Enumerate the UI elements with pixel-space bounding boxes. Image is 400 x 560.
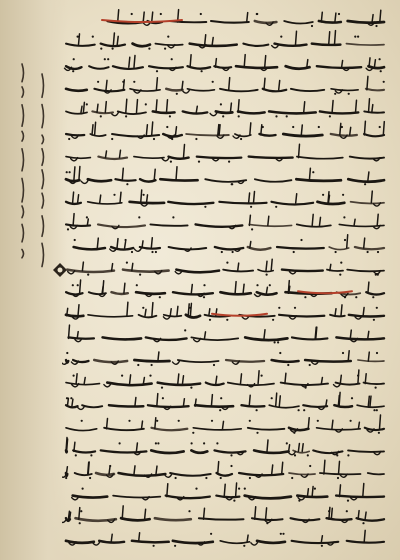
margin-note-line bbox=[42, 74, 44, 97]
margin-note-line bbox=[22, 149, 24, 171]
margin-note bbox=[8, 60, 68, 270]
margin-note-line bbox=[42, 216, 44, 236]
red-ink-word bbox=[298, 291, 352, 293]
margin-note-line bbox=[42, 105, 44, 128]
red-ink-accents bbox=[62, 6, 396, 558]
margin-note-line bbox=[42, 170, 44, 189]
margin-note-line bbox=[22, 224, 24, 242]
margin-note-line bbox=[42, 193, 44, 208]
margin-note-line bbox=[42, 243, 44, 266]
margin-note-line bbox=[22, 87, 24, 97]
margin-note-line bbox=[22, 206, 24, 218]
margin-note-line bbox=[22, 64, 24, 82]
margin-note-line bbox=[42, 149, 44, 166]
margin-note-line bbox=[22, 131, 24, 141]
margin-note-line bbox=[22, 105, 24, 126]
margin-note-line bbox=[22, 249, 24, 257]
margin-note-line bbox=[22, 178, 24, 202]
margin-note-line bbox=[42, 135, 44, 144]
red-ink-word bbox=[102, 20, 182, 22]
red-ink-word bbox=[212, 314, 267, 316]
